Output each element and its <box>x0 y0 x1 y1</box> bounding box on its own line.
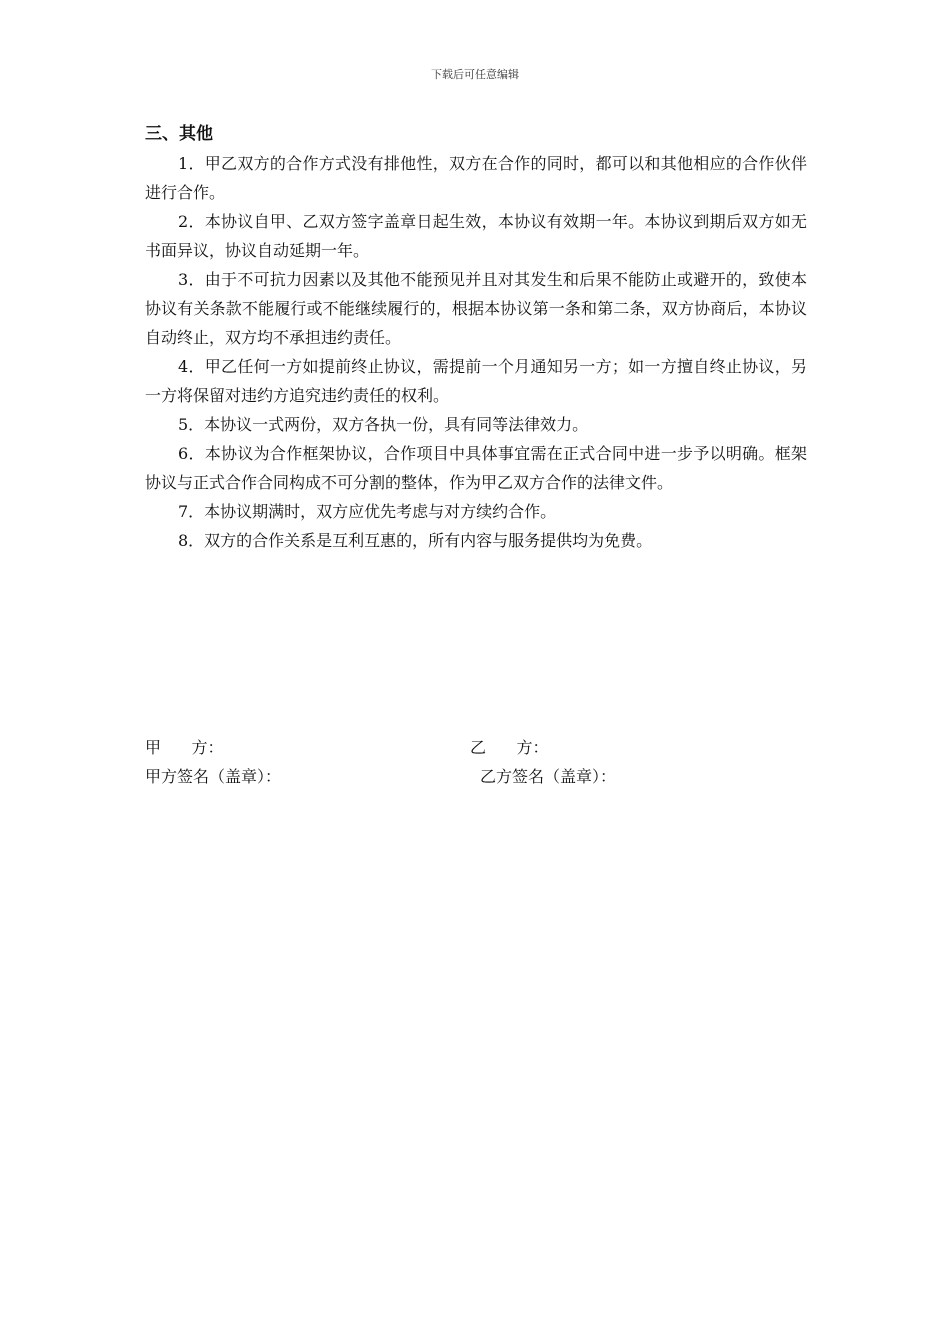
party-a-label: 甲 方： <box>145 738 224 757</box>
section-title: 三、其他 <box>145 124 213 144</box>
clause-5: 5．本协议一式两份，双方各执一份，具有同等法律效力。 <box>178 415 589 434</box>
sign-row <box>145 762 807 791</box>
clause-6: 6．本协议为合作框架协议，合作项目中具体事宜需在正式合同中进一步予以明确。框架协议与正式合作合同构成不可分割的整体，作为甲乙双方合作的法律文件。 <box>145 444 807 492</box>
party-b-label: 乙 方： <box>470 738 549 757</box>
party-row <box>145 733 807 762</box>
clause-4: 4．甲乙任何一方如提前终止协议，需提前一个月通知另一方；如一方擅自终止协议，另一方将保留对违约方追究违约责任的权利。 <box>145 357 807 405</box>
signature-block <box>145 733 807 791</box>
clause-8: 8．双方的合作关系是互利互惠的，所有内容与服务提供均为免费。 <box>178 531 653 550</box>
header-note: 下载后可任意编辑 <box>431 68 519 81</box>
clause-7: 7．本协议期满时，双方应优先考虑与对方续约合作。 <box>178 502 557 521</box>
clause-1: 1．甲乙双方的合作方式没有排他性，双方在合作的同时，都可以和其他相应的合作伙伴进行合作。 <box>145 154 807 202</box>
clause-3: 3．由于不可抗力因素以及其他不能预见并且对其发生和后果不能防止或避开的，致使本协议有关条款不能履行或不能继续履行的，根据本协议第一条和第二条，双方协商后，本协议自动终止，双方均不承担违约责任。 <box>145 270 807 347</box>
clause-2: 2．本协议自甲、乙双方签字盖章日起生效，本协议有效期一年。本协议到期后双方如无书面异议，协议自动延期一年。 <box>145 212 807 260</box>
party-a-signature-label: 甲方签名（盖章）： <box>145 767 282 786</box>
agreement-body <box>145 120 807 555</box>
party-b-signature-label: 乙方签名（盖章）： <box>480 767 617 786</box>
